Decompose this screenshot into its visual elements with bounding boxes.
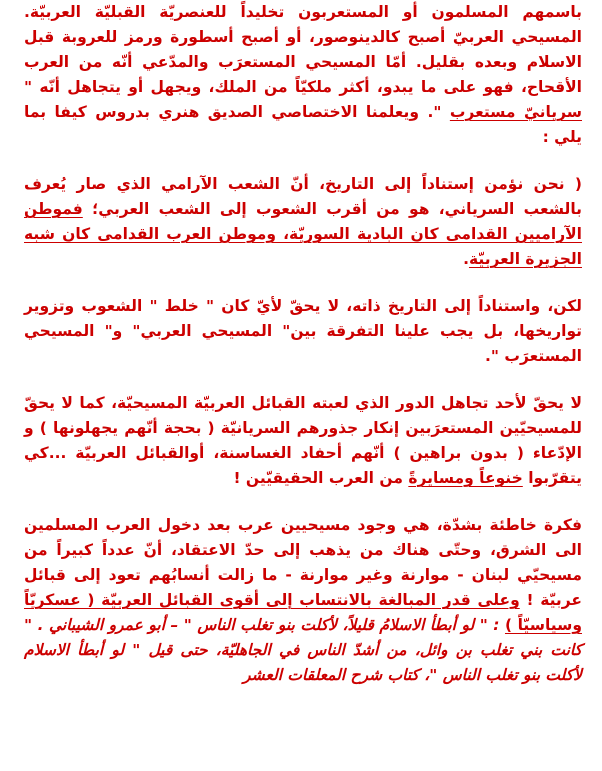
paragraph-1	[24, 0, 582, 150]
text-segment: لكن، واستناداً إلى التاريخ ذاته، لا يحقّ لأيّ كان " خلط " الشعوب وتزوير تواريخها، بل يجب علينا التفرقة بين" المسيحي العربي" و" المسيحي المستعرَب ".	[24, 297, 582, 365]
quote-segment: : " لو أبطأ الاسلامُ قليلاً، لأكلت بنو تغلب الناس " – أبو عمرو الشيباني . " كانت بني تغلب بن وائل، من أشدّ الناس في الجاهليّة، حتى قيل " لو أبطأ الاسلام لأكلت بنو تغلب الناس "، كتاب شرح المعلقات العشر	[24, 616, 582, 684]
paragraph-5	[24, 513, 582, 688]
text-segment: فكرة خاطئة بشدّة، هي وجود مسيحيين عرب بعد دخول العرب المسلمين الى الشرق، وحتّى هناك من يذهب إلى حدّ الاعتقاد، أنّ عدداً كبيراً من مسيحيّي لبنان - موارنة وغير موارنة - ما زالت أنسابُهم تعود إلى قبائل عربيّة !	[24, 516, 582, 609]
text-segment: .	[463, 250, 469, 268]
paragraph-3	[24, 294, 582, 369]
underlined-segment: فموطن الآراميين القدامى كان البادية السوريّة، وموطن العرب القدامى كان شبه الجزيرة العربيّة	[24, 200, 582, 268]
text-segment: من العرب الحقيقيّين !	[233, 469, 409, 487]
text-segment: لا يحقّ لأحد تجاهل الدور الذي لعبته القبائل العربيّة المسيحيّة، كما لا يحقّ للمسيحيّين المستعرَبين إنكار جذورهم السريانيّة ( بحجة أنّهم يجهلونها ) و الإدّعاء ( بدون براهين ) أنّهم أحفاد الغساسنة، أوالقبائل العربيّة ...كي يتقرّبوا	[24, 394, 582, 487]
text-segment: ". ويعلمنا الاختصاصي الصديق هنري بدروس كيفا بما يلي :	[24, 103, 582, 146]
text-segment: باسمهم المسلمون أو المستعربون تخليداً للعنصريّة القبليّة العربيّة. المسيحي العربيّ أصبح كالدينوصور، أو أصبح أسطورة ورمز للعروبة قبل الاسلام وبعده بقليل. أمّا المسيحي المستعرَب والمدّعي أنّه من العرب الأقحاح، فهو على ما يبدو، أكثر ملكيّاً من الملك، ويجهل أو يتجاهل أنّه "	[24, 3, 582, 96]
paragraph-2	[24, 172, 582, 272]
text-segment: ( نحن نؤمن إستناداً إلى التاريخ، أنّ الشعب الآرامي الذي صار يُعرف بالشعب السرياني، هو من أقرب الشعوب إلى الشعب العربي؛	[24, 175, 582, 218]
underlined-segment: وعلى قدر المبالغة بالانتساب إلى أقوى القبائل العربيّة ( عسكريّاً وسياسيّاً )	[24, 591, 582, 634]
paragraph-4	[24, 391, 582, 491]
underlined-segment: سريانيّ مستعرب	[449, 103, 582, 121]
underlined-segment: خنوعاً ومسايرةً	[408, 469, 523, 487]
